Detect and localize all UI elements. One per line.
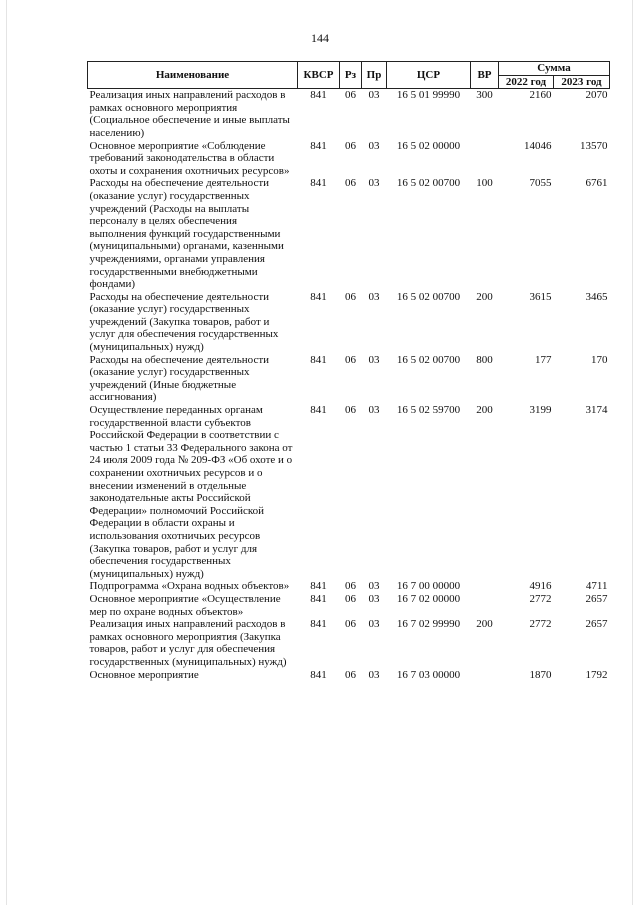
cell-vr: 200 (476, 290, 493, 303)
cell-y1: 177 (535, 353, 552, 366)
cell-rz: 06 (345, 353, 356, 366)
table-row (88, 177, 610, 290)
cell-y2: 2657 (585, 592, 608, 605)
cell-vr: 300 (476, 89, 493, 102)
cell-name: Расходы на обеспечение деятельности (оказание услуг) государственных учреждений (Иные бюджетные ассигнования) (89, 353, 270, 404)
cell-name: Основное мероприятие «Соблюдение требований законодательства в области охоты и сохранения охотничьих ресурсов» (89, 139, 290, 177)
header-vr: ВР (471, 62, 499, 89)
cell-rz: 06 (345, 177, 356, 190)
header-year-2022: 2022 год (499, 75, 554, 89)
cell-kvsr: 841 (310, 353, 327, 366)
header-year-2023: 2023 год (554, 75, 610, 89)
cell-csr: 16 5 02 00700 (396, 290, 461, 303)
cell-y1: 3199 (529, 404, 552, 417)
page-number: 144 (311, 31, 329, 45)
header-csr: ЦСР (387, 62, 471, 89)
cell-kvsr: 841 (310, 177, 327, 190)
table-row (88, 89, 610, 140)
cell-rz: 06 (345, 89, 356, 102)
cell-csr: 16 7 03 00000 (396, 668, 461, 681)
table-row (88, 580, 610, 593)
cell-rz: 06 (345, 404, 356, 417)
cell-y1: 2772 (529, 592, 552, 605)
cell-kvsr: 841 (310, 139, 327, 152)
table-row (88, 618, 610, 668)
cell-y2: 2657 (585, 618, 608, 631)
cell-name: Расходы на обеспечение деятельности (оказание услуг) государственных учреждений (Расходы на выплаты персоналу в целях обеспечения выполнения функций государственными (муниципальными) органами, казенными учреждениями, органами управления государственными внебюджетными фондами) (89, 177, 284, 291)
cell-pr: 03 (368, 618, 380, 631)
cell-rz: 06 (345, 592, 356, 605)
cell-pr: 03 (368, 668, 380, 681)
table-header (88, 62, 610, 89)
cell-y1: 1870 (529, 668, 552, 681)
cell-name: Подпрограмма «Охрана водных объектов» (89, 580, 290, 593)
cell-name: Реализация иных направлений расходов в рамках основного мероприятия (Закупка товаров, работ и услуг для обеспечения государственных (муниципальных) нужд) (89, 618, 287, 668)
cell-csr: 16 5 02 00700 (396, 353, 461, 366)
cell-kvsr: 841 (310, 668, 327, 681)
cell-y1: 2160 (529, 89, 552, 102)
header-pr: Пр (362, 62, 387, 89)
table-body (88, 89, 610, 681)
cell-name: Основное мероприятие «Осуществление мер по охране водных объектов» (89, 592, 281, 618)
table-row (88, 669, 610, 682)
cell-y2: 4711 (585, 580, 608, 593)
scan-edge-right (632, 0, 633, 905)
cell-vr: 800 (476, 353, 493, 366)
cell-name: Осуществление переданных органам государственной власти субъектов Российской Федерации в соответствии с частью 1 статьи 33 Федерального закона от 24 июля 2009 года № 209-ФЗ «Об охоте и о сохранении охотничьих ресурсов и о внесении изменений в отдельные законодательные акты Российской Федерации» полномочий Российской Федерации в области охраны и использования охотничьих ресурсов (Закупка товаров, работ и услуг для обеспечения государственных (муниципальных) нужд) (89, 404, 293, 580)
cell-vr (471, 669, 499, 682)
cell-rz: 06 (345, 668, 356, 681)
cell-kvsr: 841 (310, 580, 327, 593)
cell-pr: 03 (368, 592, 380, 605)
cell-vr: 200 (476, 404, 493, 417)
table-row (88, 354, 610, 404)
cell-name: Основное мероприятие (89, 668, 199, 681)
table-row (88, 291, 610, 354)
cell-vr (471, 580, 499, 593)
cell-vr (471, 593, 499, 618)
cell-pr: 03 (368, 139, 380, 152)
cell-y1: 4916 (529, 580, 552, 593)
cell-vr: 100 (476, 177, 493, 190)
cell-kvsr: 841 (310, 89, 327, 102)
cell-pr: 03 (368, 353, 380, 366)
cell-vr: 200 (476, 618, 493, 631)
cell-y1: 7055 (529, 177, 552, 190)
cell-y2: 2070 (585, 89, 608, 102)
cell-csr: 16 5 02 00700 (396, 177, 461, 190)
header-sum: Сумма (499, 62, 610, 76)
table-row (88, 140, 610, 178)
cell-csr: 16 7 02 00000 (396, 592, 461, 605)
cell-kvsr: 841 (310, 618, 327, 631)
cell-y2: 170 (591, 353, 608, 366)
cell-y2: 1792 (585, 668, 608, 681)
budget-table (87, 61, 610, 681)
cell-rz: 06 (345, 580, 356, 593)
cell-kvsr: 841 (310, 290, 327, 303)
cell-vr (471, 140, 499, 178)
header-rz: Рз (340, 62, 362, 89)
cell-kvsr: 841 (310, 404, 327, 417)
cell-rz: 06 (345, 139, 356, 152)
table-row (88, 593, 610, 618)
cell-pr: 03 (368, 580, 380, 593)
cell-rz: 06 (345, 290, 356, 303)
cell-pr: 03 (368, 89, 380, 102)
header-kvsr: КВСР (298, 62, 340, 89)
table-row (88, 404, 610, 580)
cell-y1: 2772 (529, 618, 552, 631)
cell-y1: 3615 (529, 290, 552, 303)
cell-y2: 3174 (585, 404, 608, 417)
cell-csr: 16 7 00 00000 (396, 580, 461, 593)
cell-pr: 03 (368, 290, 380, 303)
cell-csr: 16 5 02 59700 (396, 404, 461, 417)
cell-y1: 14046 (524, 139, 552, 152)
cell-csr: 16 5 02 00000 (396, 139, 461, 152)
cell-y2: 13570 (580, 139, 608, 152)
cell-csr: 16 7 02 99990 (396, 618, 461, 631)
cell-pr: 03 (368, 404, 380, 417)
cell-pr: 03 (368, 177, 380, 190)
cell-name: Расходы на обеспечение деятельности (оказание услуг) государственных учреждений (Закупка товаров, работ и услуг для обеспечения государственных (муниципальных) нужд) (89, 290, 279, 354)
cell-csr: 16 5 01 99990 (396, 89, 461, 102)
scan-edge-left (6, 0, 7, 905)
cell-y2: 3465 (585, 290, 608, 303)
cell-rz: 06 (345, 618, 356, 631)
cell-name: Реализация иных направлений расходов в рамках основного мероприятия (Социальное обеспечение и иные выплаты населению) (89, 89, 290, 139)
cell-kvsr: 841 (310, 592, 327, 605)
cell-y2: 6761 (585, 177, 608, 190)
header-name: Наименование (88, 62, 298, 89)
